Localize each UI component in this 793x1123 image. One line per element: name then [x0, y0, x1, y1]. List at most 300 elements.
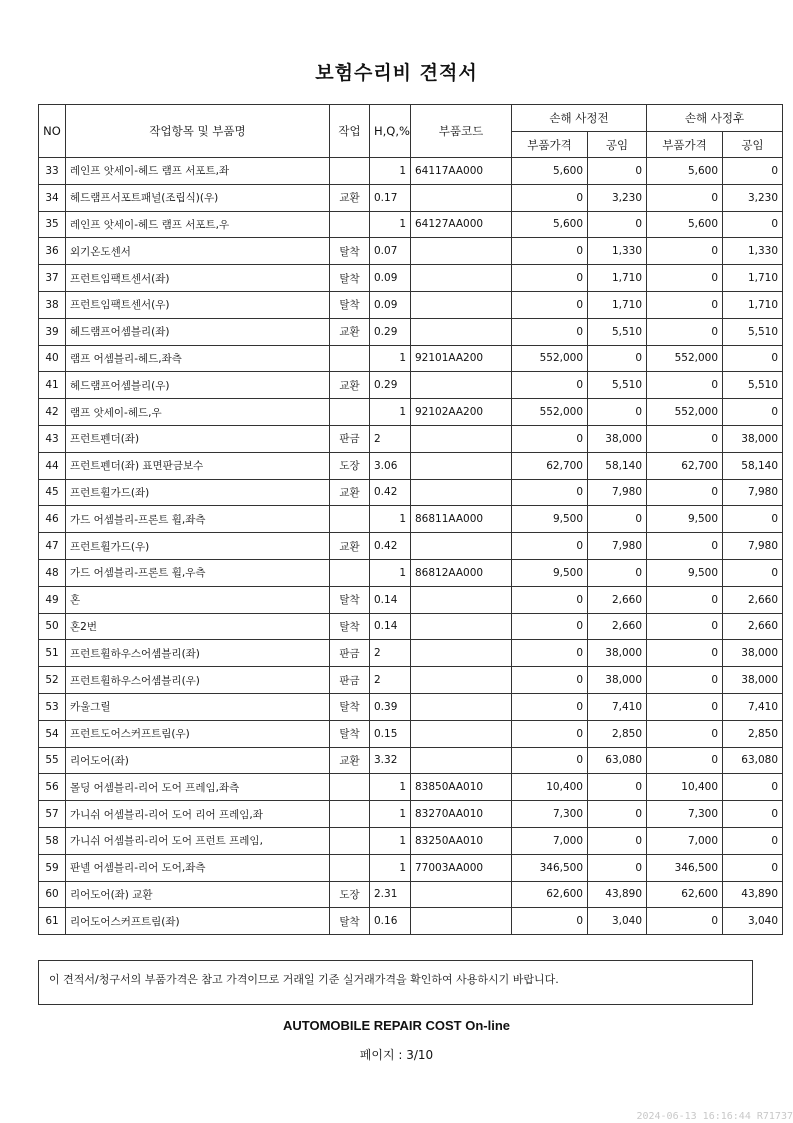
row-before-labor: 5,510 [588, 372, 647, 399]
row-item-name: 리어도어(좌) 교환 [66, 881, 330, 908]
table-row [39, 801, 783, 828]
row-after-labor: 5,510 [723, 372, 783, 399]
row-after-part-price: 0 [647, 586, 723, 613]
row-before-labor: 0 [588, 827, 647, 854]
row-part-code: 83850AA010 [411, 774, 512, 801]
row-hq: 0.29 [370, 372, 411, 399]
table-row [39, 184, 783, 211]
row-part-code [411, 425, 512, 452]
row-no: 34 [39, 184, 66, 211]
row-part-code [411, 479, 512, 506]
row-before-labor: 7,980 [588, 479, 647, 506]
row-no: 53 [39, 693, 66, 720]
row-before-labor: 1,330 [588, 238, 647, 265]
table-row [39, 640, 783, 667]
row-after-labor: 38,000 [723, 425, 783, 452]
row-before-labor: 1,710 [588, 291, 647, 318]
row-before-labor: 43,890 [588, 881, 647, 908]
page-number: 페이지 : 3/10 [359, 1048, 434, 1062]
row-item-name: 카울그릴 [66, 693, 330, 720]
table-row [39, 211, 783, 238]
row-before-part-price: 62,600 [512, 881, 588, 908]
row-after-part-price: 552,000 [647, 399, 723, 426]
row-hq: 1 [370, 399, 411, 426]
table-row [39, 827, 783, 854]
row-before-labor: 0 [588, 801, 647, 828]
row-part-code [411, 291, 512, 318]
row-part-code [411, 586, 512, 613]
row-hq: 1 [370, 854, 411, 881]
row-item-name: 가니쉬 어셈블리-리어 도어 리어 프레임,좌 [66, 801, 330, 828]
table-row [39, 881, 783, 908]
row-no: 57 [39, 801, 66, 828]
table-row [39, 506, 783, 533]
row-no: 39 [39, 318, 66, 345]
header-work: 작업 [330, 105, 370, 158]
row-hq: 0.39 [370, 693, 411, 720]
row-work-type [330, 506, 370, 533]
row-no: 51 [39, 640, 66, 667]
row-no: 47 [39, 533, 66, 560]
row-after-labor: 3,040 [723, 908, 783, 935]
row-hq: 0.29 [370, 318, 411, 345]
row-before-part-price: 0 [512, 720, 588, 747]
row-after-labor: 7,980 [723, 533, 783, 560]
row-after-part-price: 5,600 [647, 158, 723, 185]
row-after-labor: 5,510 [723, 318, 783, 345]
row-before-part-price: 552,000 [512, 345, 588, 372]
row-after-labor: 3,230 [723, 184, 783, 211]
row-part-code [411, 693, 512, 720]
footer-brand: AUTOMOBILE REPAIR COST On-line [282, 1018, 511, 1033]
row-after-part-price: 9,500 [647, 559, 723, 586]
table-row [39, 318, 783, 345]
row-after-part-price: 0 [647, 184, 723, 211]
row-before-part-price: 0 [512, 586, 588, 613]
row-item-name: 레인프 앗세이-헤드 램프 서포트,우 [66, 211, 330, 238]
row-before-labor: 2,660 [588, 586, 647, 613]
row-hq: 1 [370, 211, 411, 238]
row-no: 52 [39, 667, 66, 694]
row-before-labor: 0 [588, 506, 647, 533]
header-before: 손해 사정전 [512, 105, 647, 132]
row-before-labor: 0 [588, 559, 647, 586]
row-after-labor: 0 [723, 801, 783, 828]
row-work-type: 탈착 [330, 613, 370, 640]
row-before-part-price: 0 [512, 318, 588, 345]
row-part-code: 64127AA000 [411, 211, 512, 238]
row-item-name: 프런트휠하우스어셈블리(우) [66, 667, 330, 694]
row-after-part-price: 7,300 [647, 801, 723, 828]
row-before-part-price: 0 [512, 747, 588, 774]
row-after-labor: 43,890 [723, 881, 783, 908]
row-item-name: 헤드램프서포트패널(조립식)(우) [66, 184, 330, 211]
row-after-part-price: 10,400 [647, 774, 723, 801]
row-after-labor: 1,710 [723, 291, 783, 318]
row-after-labor: 63,080 [723, 747, 783, 774]
price-notice: 이 견적서/청구서의 부품가격은 참고 가격이므로 거래일 기준 실거래가격을 확인하여 사용하시기 바랍니다. [38, 960, 753, 1005]
table-row [39, 667, 783, 694]
row-part-code [411, 640, 512, 667]
row-hq: 1 [370, 559, 411, 586]
table-row [39, 854, 783, 881]
row-no: 38 [39, 291, 66, 318]
row-work-type: 탈착 [330, 586, 370, 613]
row-after-labor: 38,000 [723, 667, 783, 694]
row-hq: 2 [370, 667, 411, 694]
row-item-name: 판넬 어셈블리-리어 도어,좌측 [66, 854, 330, 881]
row-item-name: 리어도어스커프트림(좌) [66, 908, 330, 935]
row-before-labor: 0 [588, 158, 647, 185]
row-work-type: 판금 [330, 640, 370, 667]
row-hq: 0.09 [370, 265, 411, 292]
row-no: 49 [39, 586, 66, 613]
row-hq: 0.09 [370, 291, 411, 318]
row-no: 54 [39, 720, 66, 747]
row-before-part-price: 0 [512, 693, 588, 720]
row-before-part-price: 0 [512, 667, 588, 694]
row-no: 60 [39, 881, 66, 908]
row-hq: 0.17 [370, 184, 411, 211]
row-work-type [330, 345, 370, 372]
row-item-name: 프런트임팩트센서(좌) [66, 265, 330, 292]
row-hq: 2.31 [370, 881, 411, 908]
header-item: 작업항목 및 부품명 [66, 105, 330, 158]
row-item-name: 가니쉬 어셈블리-리어 도어 프런트 프레임, [66, 827, 330, 854]
row-work-type: 교환 [330, 533, 370, 560]
row-hq: 0.14 [370, 613, 411, 640]
row-work-type [330, 774, 370, 801]
row-work-type [330, 399, 370, 426]
row-after-labor: 58,140 [723, 452, 783, 479]
row-before-labor: 7,980 [588, 533, 647, 560]
row-work-type [330, 801, 370, 828]
row-before-part-price: 10,400 [512, 774, 588, 801]
row-work-type: 탈착 [330, 693, 370, 720]
row-before-labor: 7,410 [588, 693, 647, 720]
row-before-labor: 63,080 [588, 747, 647, 774]
row-before-labor: 58,140 [588, 452, 647, 479]
table-row [39, 613, 783, 640]
table-row [39, 158, 783, 185]
row-part-code [411, 184, 512, 211]
header-after: 손해 사정후 [647, 105, 783, 132]
row-part-code: 92101AA200 [411, 345, 512, 372]
table-body [39, 158, 783, 935]
table-row [39, 693, 783, 720]
row-work-type [330, 827, 370, 854]
row-no: 46 [39, 506, 66, 533]
row-part-code: 86812AA000 [411, 559, 512, 586]
row-hq: 2 [370, 640, 411, 667]
row-before-labor: 2,660 [588, 613, 647, 640]
row-part-code [411, 318, 512, 345]
row-after-part-price: 0 [647, 640, 723, 667]
header-before-part-price: 부품가격 [512, 132, 588, 158]
row-after-part-price: 5,600 [647, 211, 723, 238]
row-no: 43 [39, 425, 66, 452]
table-row [39, 774, 783, 801]
row-hq: 2 [370, 425, 411, 452]
row-work-type [330, 158, 370, 185]
row-after-part-price: 0 [647, 747, 723, 774]
row-before-labor: 0 [588, 399, 647, 426]
row-no: 44 [39, 452, 66, 479]
row-before-labor: 0 [588, 774, 647, 801]
row-after-labor: 0 [723, 506, 783, 533]
row-before-part-price: 0 [512, 908, 588, 935]
row-after-labor: 0 [723, 559, 783, 586]
row-after-labor: 0 [723, 827, 783, 854]
table-row [39, 720, 783, 747]
row-before-labor: 0 [588, 854, 647, 881]
row-after-part-price: 0 [647, 425, 723, 452]
row-part-code [411, 613, 512, 640]
row-no: 59 [39, 854, 66, 881]
row-part-code: 92102AA200 [411, 399, 512, 426]
header-before-labor: 공임 [588, 132, 647, 158]
row-hq: 0.07 [370, 238, 411, 265]
row-no: 61 [39, 908, 66, 935]
row-before-labor: 0 [588, 211, 647, 238]
row-after-part-price: 0 [647, 479, 723, 506]
row-after-part-price: 0 [647, 533, 723, 560]
row-part-code: 83270AA010 [411, 801, 512, 828]
row-after-labor: 0 [723, 345, 783, 372]
header-code: 부품코드 [411, 105, 512, 158]
print-timestamp: 2024-06-13 16:16:44 R71737 [636, 1111, 793, 1122]
row-after-part-price: 0 [647, 613, 723, 640]
row-part-code: 83250AA010 [411, 827, 512, 854]
row-part-code [411, 372, 512, 399]
row-work-type: 교환 [330, 747, 370, 774]
row-no: 36 [39, 238, 66, 265]
row-after-part-price: 0 [647, 291, 723, 318]
row-no: 56 [39, 774, 66, 801]
row-before-part-price: 0 [512, 238, 588, 265]
row-before-labor: 2,850 [588, 720, 647, 747]
row-before-labor: 5,510 [588, 318, 647, 345]
row-work-type [330, 211, 370, 238]
row-hq: 1 [370, 827, 411, 854]
row-after-part-price: 7,000 [647, 827, 723, 854]
row-item-name: 레인프 앗세이-헤드 램프 서포트,좌 [66, 158, 330, 185]
row-before-part-price: 0 [512, 265, 588, 292]
row-no: 42 [39, 399, 66, 426]
header-after-labor: 공임 [723, 132, 783, 158]
header-hq: H,Q,% [370, 105, 411, 158]
row-after-labor: 0 [723, 158, 783, 185]
table-row [39, 559, 783, 586]
row-part-code: 64117AA000 [411, 158, 512, 185]
row-before-part-price: 0 [512, 184, 588, 211]
row-work-type: 탈착 [330, 265, 370, 292]
row-work-type: 판금 [330, 425, 370, 452]
row-before-labor: 38,000 [588, 667, 647, 694]
row-before-part-price: 346,500 [512, 854, 588, 881]
row-item-name: 외기온도센서 [66, 238, 330, 265]
row-after-labor: 1,330 [723, 238, 783, 265]
row-before-labor: 38,000 [588, 640, 647, 667]
row-after-labor: 0 [723, 774, 783, 801]
row-no: 41 [39, 372, 66, 399]
row-item-name: 프런트펜더(좌) [66, 425, 330, 452]
row-after-part-price: 62,600 [647, 881, 723, 908]
row-work-type: 교환 [330, 372, 370, 399]
row-work-type: 교환 [330, 479, 370, 506]
row-item-name: 프런트휠가드(좌) [66, 479, 330, 506]
row-before-part-price: 5,600 [512, 158, 588, 185]
row-before-part-price: 0 [512, 425, 588, 452]
row-before-part-price: 0 [512, 533, 588, 560]
header-no: NO [39, 105, 66, 158]
row-no: 37 [39, 265, 66, 292]
row-after-labor: 2,660 [723, 613, 783, 640]
header-row-top [39, 105, 783, 132]
row-hq: 0.14 [370, 586, 411, 613]
row-after-labor: 2,850 [723, 720, 783, 747]
row-no: 58 [39, 827, 66, 854]
row-part-code: 77003AA000 [411, 854, 512, 881]
table-row [39, 452, 783, 479]
table-row [39, 372, 783, 399]
row-before-part-price: 9,500 [512, 559, 588, 586]
row-part-code [411, 747, 512, 774]
row-work-type: 도장 [330, 881, 370, 908]
row-item-name: 헤드램프어셈블리(우) [66, 372, 330, 399]
row-before-part-price: 62,700 [512, 452, 588, 479]
row-before-part-price: 0 [512, 291, 588, 318]
row-part-code [411, 238, 512, 265]
row-hq: 0.42 [370, 533, 411, 560]
row-after-labor: 2,660 [723, 586, 783, 613]
row-item-name: 램프 어셈블리-헤드,좌측 [66, 345, 330, 372]
row-hq: 0.16 [370, 908, 411, 935]
row-before-part-price: 0 [512, 479, 588, 506]
row-item-name: 프런트휠하우스어셈블리(좌) [66, 640, 330, 667]
row-part-code [411, 265, 512, 292]
table-row [39, 479, 783, 506]
row-work-type: 교환 [330, 318, 370, 345]
row-part-code [411, 881, 512, 908]
row-part-code [411, 667, 512, 694]
row-after-part-price: 346,500 [647, 854, 723, 881]
row-part-code [411, 908, 512, 935]
row-hq: 1 [370, 506, 411, 533]
table-row [39, 908, 783, 935]
header-after-part-price: 부품가격 [647, 132, 723, 158]
row-item-name: 혼2번 [66, 613, 330, 640]
row-after-part-price: 0 [647, 265, 723, 292]
row-no: 33 [39, 158, 66, 185]
row-before-part-price: 5,600 [512, 211, 588, 238]
row-item-name: 리어도어(좌) [66, 747, 330, 774]
row-item-name: 램프 앗세이-헤드,우 [66, 399, 330, 426]
row-item-name: 혼 [66, 586, 330, 613]
table-row [39, 265, 783, 292]
row-after-part-price: 0 [647, 908, 723, 935]
row-hq: 1 [370, 774, 411, 801]
row-work-type: 탈착 [330, 908, 370, 935]
row-item-name: 프런트임팩트센서(우) [66, 291, 330, 318]
row-after-part-price: 9,500 [647, 506, 723, 533]
estimate-table [38, 104, 783, 935]
row-after-labor: 38,000 [723, 640, 783, 667]
row-part-code [411, 533, 512, 560]
row-before-part-price: 0 [512, 640, 588, 667]
row-after-part-price: 0 [647, 318, 723, 345]
row-after-part-price: 0 [647, 693, 723, 720]
table-row [39, 533, 783, 560]
row-hq: 3.06 [370, 452, 411, 479]
row-work-type: 탈착 [330, 291, 370, 318]
row-after-labor: 0 [723, 399, 783, 426]
row-hq: 1 [370, 158, 411, 185]
table-row [39, 238, 783, 265]
row-after-labor: 1,710 [723, 265, 783, 292]
row-item-name: 몰딩 어셈블리-리어 도어 프레임,좌측 [66, 774, 330, 801]
row-before-labor: 38,000 [588, 425, 647, 452]
row-after-labor: 7,410 [723, 693, 783, 720]
row-after-part-price: 0 [647, 667, 723, 694]
table-row [39, 747, 783, 774]
row-item-name: 프런트휠가드(우) [66, 533, 330, 560]
row-no: 45 [39, 479, 66, 506]
row-no: 48 [39, 559, 66, 586]
row-work-type [330, 559, 370, 586]
row-after-labor: 0 [723, 211, 783, 238]
row-work-type: 교환 [330, 184, 370, 211]
row-after-part-price: 552,000 [647, 345, 723, 372]
row-work-type: 도장 [330, 452, 370, 479]
row-before-labor: 3,040 [588, 908, 647, 935]
document-title: 보험수리비 견적서 [315, 62, 478, 84]
table-row [39, 345, 783, 372]
row-hq: 1 [370, 345, 411, 372]
row-after-part-price: 0 [647, 238, 723, 265]
row-item-name: 가드 어셈블리-프론트 휠,우측 [66, 559, 330, 586]
row-after-part-price: 62,700 [647, 452, 723, 479]
row-part-code [411, 720, 512, 747]
row-before-part-price: 7,000 [512, 827, 588, 854]
row-item-name: 가드 어셈블리-프론트 휠,좌측 [66, 506, 330, 533]
row-work-type: 탈착 [330, 720, 370, 747]
row-before-labor: 3,230 [588, 184, 647, 211]
row-part-code [411, 452, 512, 479]
row-before-part-price: 7,300 [512, 801, 588, 828]
row-item-name: 헤드램프어셈블리(좌) [66, 318, 330, 345]
table-row [39, 399, 783, 426]
row-before-part-price: 0 [512, 372, 588, 399]
row-hq: 1 [370, 801, 411, 828]
row-before-labor: 0 [588, 345, 647, 372]
row-after-labor: 0 [723, 854, 783, 881]
row-after-part-price: 0 [647, 720, 723, 747]
row-before-part-price: 9,500 [512, 506, 588, 533]
table-row [39, 291, 783, 318]
row-before-part-price: 0 [512, 613, 588, 640]
row-work-type [330, 854, 370, 881]
row-work-type: 탈착 [330, 238, 370, 265]
row-after-part-price: 0 [647, 372, 723, 399]
row-no: 35 [39, 211, 66, 238]
row-after-labor: 7,980 [723, 479, 783, 506]
table-row [39, 425, 783, 452]
row-before-part-price: 552,000 [512, 399, 588, 426]
row-hq: 0.15 [370, 720, 411, 747]
row-work-type: 판금 [330, 667, 370, 694]
row-hq: 3.32 [370, 747, 411, 774]
